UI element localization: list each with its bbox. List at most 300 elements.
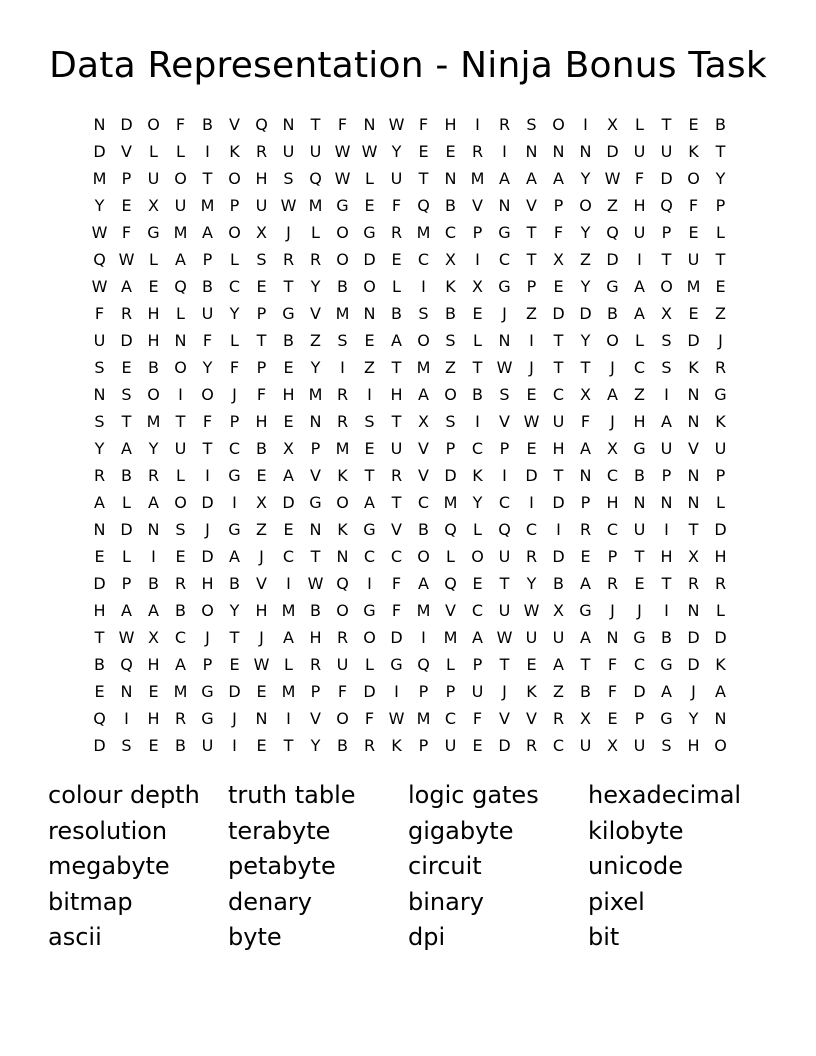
grid-letter: X [553, 601, 564, 620]
grid-letter: V [418, 439, 429, 458]
grid-letter: K [445, 277, 456, 296]
grid-letter: T [283, 277, 294, 296]
grid-letter: G [363, 223, 376, 242]
grid-letter: P [661, 466, 672, 485]
word-list-item: kilobyte [588, 816, 684, 845]
grid-letter: F [229, 358, 240, 377]
grid-letter: R [714, 358, 727, 377]
grid-letter: S [121, 385, 132, 404]
grid-row [86, 300, 734, 327]
grid-letter: X [148, 196, 159, 215]
grid-letter: G [498, 277, 511, 296]
grid-letter: A [472, 628, 483, 647]
grid-letter: Z [256, 520, 267, 539]
grid-letter: U [714, 439, 727, 458]
grid-letter: F [418, 115, 429, 134]
grid-letter: O [336, 493, 349, 512]
grid-letter: O [471, 547, 484, 566]
grid-letter: D [606, 142, 619, 161]
grid-letter: U [309, 142, 322, 161]
grid-letter: D [444, 466, 457, 485]
grid-letter: S [418, 304, 429, 323]
grid-letter: R [525, 547, 538, 566]
grid-letter: T [310, 547, 321, 566]
grid-letter: I [394, 682, 399, 701]
grid-letter: Q [444, 574, 457, 593]
grid-letter: O [363, 628, 376, 647]
grid-letter: R [714, 574, 727, 593]
grid-letter: O [336, 601, 349, 620]
grid-letter: E [445, 142, 456, 161]
grid-letter: T [661, 574, 672, 593]
grid-letter: C [606, 466, 619, 485]
grid-letter: V [526, 709, 537, 728]
grid-letter: J [691, 682, 696, 701]
grid-letter: F [391, 574, 402, 593]
grid-letter: W [91, 223, 108, 242]
grid-letter: Q [93, 709, 106, 728]
grid-letter: A [391, 331, 402, 350]
grid-letter: S [499, 385, 510, 404]
grid-letter: C [498, 250, 511, 269]
grid-letter: H [147, 304, 160, 323]
grid-letter: U [633, 736, 646, 755]
grid-letter: H [255, 412, 268, 431]
grid-letter: N [282, 115, 295, 134]
grid-letter: B [229, 574, 240, 593]
grid-letter: G [579, 601, 592, 620]
grid-letter: B [634, 466, 645, 485]
grid-letter: L [122, 547, 131, 566]
grid-letter: D [714, 628, 727, 647]
grid-letter: A [202, 223, 213, 242]
grid-letter: Y [580, 277, 591, 296]
grid-letter: C [471, 601, 484, 620]
grid-letter: V [310, 304, 321, 323]
grid-letter: M [308, 385, 323, 404]
grid-letter: D [552, 493, 565, 512]
grid-letter: Z [526, 304, 537, 323]
grid-letter: N [255, 709, 268, 728]
grid-letter: E [94, 547, 105, 566]
grid-letter: J [610, 412, 615, 431]
grid-letter: S [175, 520, 186, 539]
grid-letter: E [256, 277, 267, 296]
grid-letter: L [230, 250, 239, 269]
grid-letter: I [421, 277, 426, 296]
grid-letter: X [688, 547, 699, 566]
grid-letter: G [228, 520, 241, 539]
grid-letter: P [715, 196, 726, 215]
grid-letter: U [201, 736, 214, 755]
grid-letter: E [121, 358, 132, 377]
grid-letter: T [391, 358, 402, 377]
grid-letter: O [417, 331, 430, 350]
grid-letter: L [311, 223, 320, 242]
grid-letter: W [334, 142, 351, 161]
grid-letter: X [472, 277, 483, 296]
grid-letter: W [118, 250, 135, 269]
grid-letter: D [498, 736, 511, 755]
grid-letter: P [715, 466, 726, 485]
grid-letter: U [444, 736, 457, 755]
grid-letter: K [688, 142, 699, 161]
grid-letter: K [337, 466, 348, 485]
grid-letter: I [286, 709, 291, 728]
grid-letter: P [256, 358, 267, 377]
grid-letter: R [552, 709, 565, 728]
grid-letter: L [176, 304, 185, 323]
grid-letter: A [580, 439, 591, 458]
grid-letter: D [282, 493, 295, 512]
grid-letter: L [635, 115, 644, 134]
grid-row [86, 219, 734, 246]
grid-letter: U [147, 169, 160, 188]
grid-letter: N [579, 142, 592, 161]
grid-letter: X [553, 250, 564, 269]
grid-letter: A [418, 385, 429, 404]
grid-letter: Z [634, 385, 645, 404]
grid-letter: B [391, 304, 402, 323]
word-list-item: colour depth [48, 781, 200, 809]
grid-letter: A [580, 574, 591, 593]
grid-letter: Y [472, 493, 483, 512]
grid-letter: F [391, 601, 402, 620]
grid-letter: O [174, 493, 187, 512]
grid-letter: P [499, 439, 510, 458]
grid-letter: L [473, 520, 482, 539]
grid-letter: J [232, 709, 237, 728]
grid-letter: R [174, 709, 187, 728]
grid-letter: E [256, 466, 267, 485]
word-list-item: megabyte [48, 852, 170, 880]
grid-letter: I [475, 412, 480, 431]
grid-letter: N [525, 142, 538, 161]
grid-letter: X [580, 385, 591, 404]
grid-letter: P [526, 277, 537, 296]
grid-letter: V [499, 412, 510, 431]
word-list-item: terabyte [228, 816, 331, 845]
grid-letter: O [147, 115, 160, 134]
grid-letter: J [286, 223, 291, 242]
grid-letter: I [556, 520, 561, 539]
grid-letter: P [634, 709, 645, 728]
grid-letter: A [175, 250, 186, 269]
grid-letter: K [472, 466, 483, 485]
page-title: Data Representation - Ninja Bonus Task [49, 45, 767, 86]
grid-letter: A [418, 574, 429, 593]
grid-letter: B [337, 277, 348, 296]
grid-letter: I [529, 493, 534, 512]
grid-letter: B [445, 304, 456, 323]
grid-letter: I [367, 574, 372, 593]
grid-letter: C [633, 358, 646, 377]
grid-letter: D [93, 574, 106, 593]
grid-letter: D [579, 304, 592, 323]
grid-letter: O [660, 277, 673, 296]
grid-letter: N [498, 196, 511, 215]
grid-letter: E [472, 736, 483, 755]
grid-letter: W [604, 169, 621, 188]
grid-letter: M [443, 493, 458, 512]
grid-letter: I [286, 574, 291, 593]
grid-letter: Y [94, 439, 105, 458]
grid-letter: A [526, 169, 537, 188]
grid-letter: E [715, 277, 726, 296]
grid-letter: J [502, 304, 507, 323]
grid-letter: L [716, 223, 725, 242]
grid-letter: P [580, 493, 591, 512]
grid-row [86, 516, 734, 543]
grid-letter: S [337, 331, 348, 350]
grid-letter: A [661, 682, 672, 701]
grid-letter: E [364, 196, 375, 215]
grid-letter: B [418, 520, 429, 539]
grid-letter: N [147, 520, 160, 539]
grid-letter: V [256, 574, 267, 593]
grid-letter: E [418, 142, 429, 161]
grid-letter: F [202, 331, 213, 350]
grid-letter: W [496, 628, 513, 647]
grid-letter: P [202, 250, 213, 269]
grid-letter: T [499, 574, 510, 593]
grid-letter: V [310, 466, 321, 485]
word-list-item: gigabyte [408, 816, 514, 845]
grid-letter: U [660, 142, 673, 161]
grid-letter: I [583, 115, 588, 134]
grid-letter: S [94, 358, 105, 377]
grid-row [86, 165, 734, 192]
grid-letter: L [716, 493, 725, 512]
word-list-item: unicode [588, 852, 683, 880]
word-list-item: petabyte [228, 852, 336, 880]
grid-letter: C [525, 520, 538, 539]
grid-letter: G [633, 628, 646, 647]
grid-letter: U [255, 196, 268, 215]
grid-letter: V [445, 601, 456, 620]
grid-letter: W [91, 277, 108, 296]
grid-letter: N [552, 142, 565, 161]
grid-letter: Y [310, 736, 321, 755]
grid-letter: O [444, 385, 457, 404]
grid-letter: G [201, 709, 214, 728]
grid-letter: D [120, 331, 133, 350]
grid-letter: E [580, 547, 591, 566]
grid-letter: A [364, 493, 375, 512]
grid-letter: F [634, 169, 645, 188]
grid-letter: J [232, 385, 237, 404]
grid-letter: G [606, 277, 619, 296]
grid-letter: O [363, 277, 376, 296]
grid-row [86, 435, 734, 462]
grid-letter: E [364, 331, 375, 350]
grid-letter: L [149, 142, 158, 161]
grid-letter: B [715, 115, 726, 134]
grid-letter: T [310, 115, 321, 134]
grid-letter: B [661, 628, 672, 647]
grid-letter: T [499, 655, 510, 674]
grid-letter: G [390, 655, 403, 674]
grid-letter: F [607, 682, 618, 701]
grid-letter: M [92, 169, 107, 188]
grid-letter: R [336, 412, 349, 431]
grid-letter: X [445, 250, 456, 269]
grid-letter: K [391, 736, 402, 755]
grid-letter: L [149, 250, 158, 269]
grid-letter: D [93, 142, 106, 161]
grid-letter: O [336, 250, 349, 269]
letter-grid [86, 111, 734, 759]
grid-row [86, 246, 734, 273]
grid-letter: L [446, 547, 455, 566]
grid-letter: U [201, 304, 214, 323]
grid-letter: R [174, 574, 187, 593]
grid-letter: A [121, 601, 132, 620]
grid-letter: F [337, 115, 348, 134]
grid-letter: U [552, 412, 565, 431]
grid-letter: N [660, 493, 673, 512]
grid-letter: Y [94, 196, 105, 215]
grid-letter: X [283, 439, 294, 458]
grid-letter: I [529, 331, 534, 350]
grid-letter: Y [688, 709, 699, 728]
grid-letter: W [388, 709, 405, 728]
grid-letter: K [229, 142, 240, 161]
grid-letter: T [256, 331, 267, 350]
grid-letter: R [120, 304, 133, 323]
grid-letter: D [552, 547, 565, 566]
grid-letter: H [714, 547, 727, 566]
grid-letter: G [228, 466, 241, 485]
grid-letter: B [310, 601, 321, 620]
grid-letter: T [553, 331, 564, 350]
grid-letter: Y [391, 142, 402, 161]
grid-letter: B [553, 574, 564, 593]
grid-letter: Q [606, 223, 619, 242]
grid-letter: J [637, 601, 642, 620]
grid-letter: R [309, 250, 322, 269]
grid-letter: P [229, 196, 240, 215]
word-list-item: bit [588, 923, 620, 951]
grid-row [86, 732, 734, 759]
word-list-item: circuit [408, 852, 482, 880]
grid-letter: B [94, 655, 105, 674]
grid-letter: E [607, 709, 618, 728]
grid-letter: N [309, 520, 322, 539]
grid-letter: V [310, 709, 321, 728]
grid-letter: T [526, 250, 537, 269]
grid-letter: S [364, 412, 375, 431]
grid-letter: V [688, 439, 699, 458]
grid-letter: R [93, 466, 106, 485]
grid-letter: U [498, 601, 511, 620]
grid-letter: P [418, 736, 429, 755]
grid-letter: G [363, 520, 376, 539]
grid-letter: E [283, 412, 294, 431]
grid-letter: O [201, 601, 214, 620]
grid-letter: F [580, 412, 591, 431]
grid-letter: M [443, 628, 458, 647]
grid-letter: K [526, 682, 537, 701]
grid-letter: C [444, 709, 457, 728]
grid-letter: J [610, 358, 615, 377]
grid-letter: N [93, 115, 106, 134]
grid-row [86, 408, 734, 435]
grid-letter: P [256, 304, 267, 323]
grid-letter: M [281, 682, 296, 701]
grid-letter: C [633, 655, 646, 674]
grid-row [86, 597, 734, 624]
grid-letter: R [606, 574, 619, 593]
grid-letter: A [175, 655, 186, 674]
grid-letter: R [579, 520, 592, 539]
grid-letter: Q [417, 655, 430, 674]
grid-letter: S [94, 412, 105, 431]
grid-letter: A [607, 385, 618, 404]
grid-letter: Z [715, 304, 726, 323]
grid-letter: T [580, 655, 591, 674]
grid-letter: D [201, 547, 214, 566]
grid-letter: O [417, 547, 430, 566]
grid-row [86, 651, 734, 678]
grid-letter: O [606, 331, 619, 350]
grid-letter: X [607, 736, 618, 755]
grid-letter: H [255, 169, 268, 188]
grid-letter: B [283, 331, 294, 350]
grid-letter: N [687, 385, 700, 404]
grid-letter: F [121, 223, 132, 242]
grid-row [86, 705, 734, 732]
grid-letter: D [687, 331, 700, 350]
grid-letter: C [444, 223, 457, 242]
grid-letter: I [151, 547, 156, 566]
grid-letter: M [308, 196, 323, 215]
grid-letter: V [391, 520, 402, 539]
grid-letter: W [388, 115, 405, 134]
grid-letter: E [526, 385, 537, 404]
grid-letter: O [174, 358, 187, 377]
grid-letter: N [714, 709, 727, 728]
grid-letter: R [363, 736, 376, 755]
grid-row [86, 462, 734, 489]
grid-letter: I [637, 250, 642, 269]
grid-letter: O [201, 385, 214, 404]
grid-letter: M [335, 304, 350, 323]
grid-letter: L [635, 331, 644, 350]
grid-letter: O [228, 169, 241, 188]
grid-letter: G [633, 439, 646, 458]
grid-letter: R [471, 142, 484, 161]
grid-letter: L [284, 655, 293, 674]
grid-letter: G [147, 223, 160, 242]
grid-letter: D [120, 520, 133, 539]
grid-row [86, 327, 734, 354]
grid-letter: G [660, 709, 673, 728]
grid-letter: A [553, 169, 564, 188]
grid-letter: L [230, 331, 239, 350]
grid-letter: Q [417, 196, 430, 215]
grid-letter: F [391, 196, 402, 215]
grid-letter: G [714, 385, 727, 404]
grid-letter: O [714, 736, 727, 755]
grid-letter: Z [553, 682, 564, 701]
grid-letter: J [502, 682, 507, 701]
grid-letter: X [607, 115, 618, 134]
grid-letter: H [444, 115, 457, 134]
grid-letter: V [472, 196, 483, 215]
grid-letter: K [688, 358, 699, 377]
grid-letter: Y [580, 169, 591, 188]
